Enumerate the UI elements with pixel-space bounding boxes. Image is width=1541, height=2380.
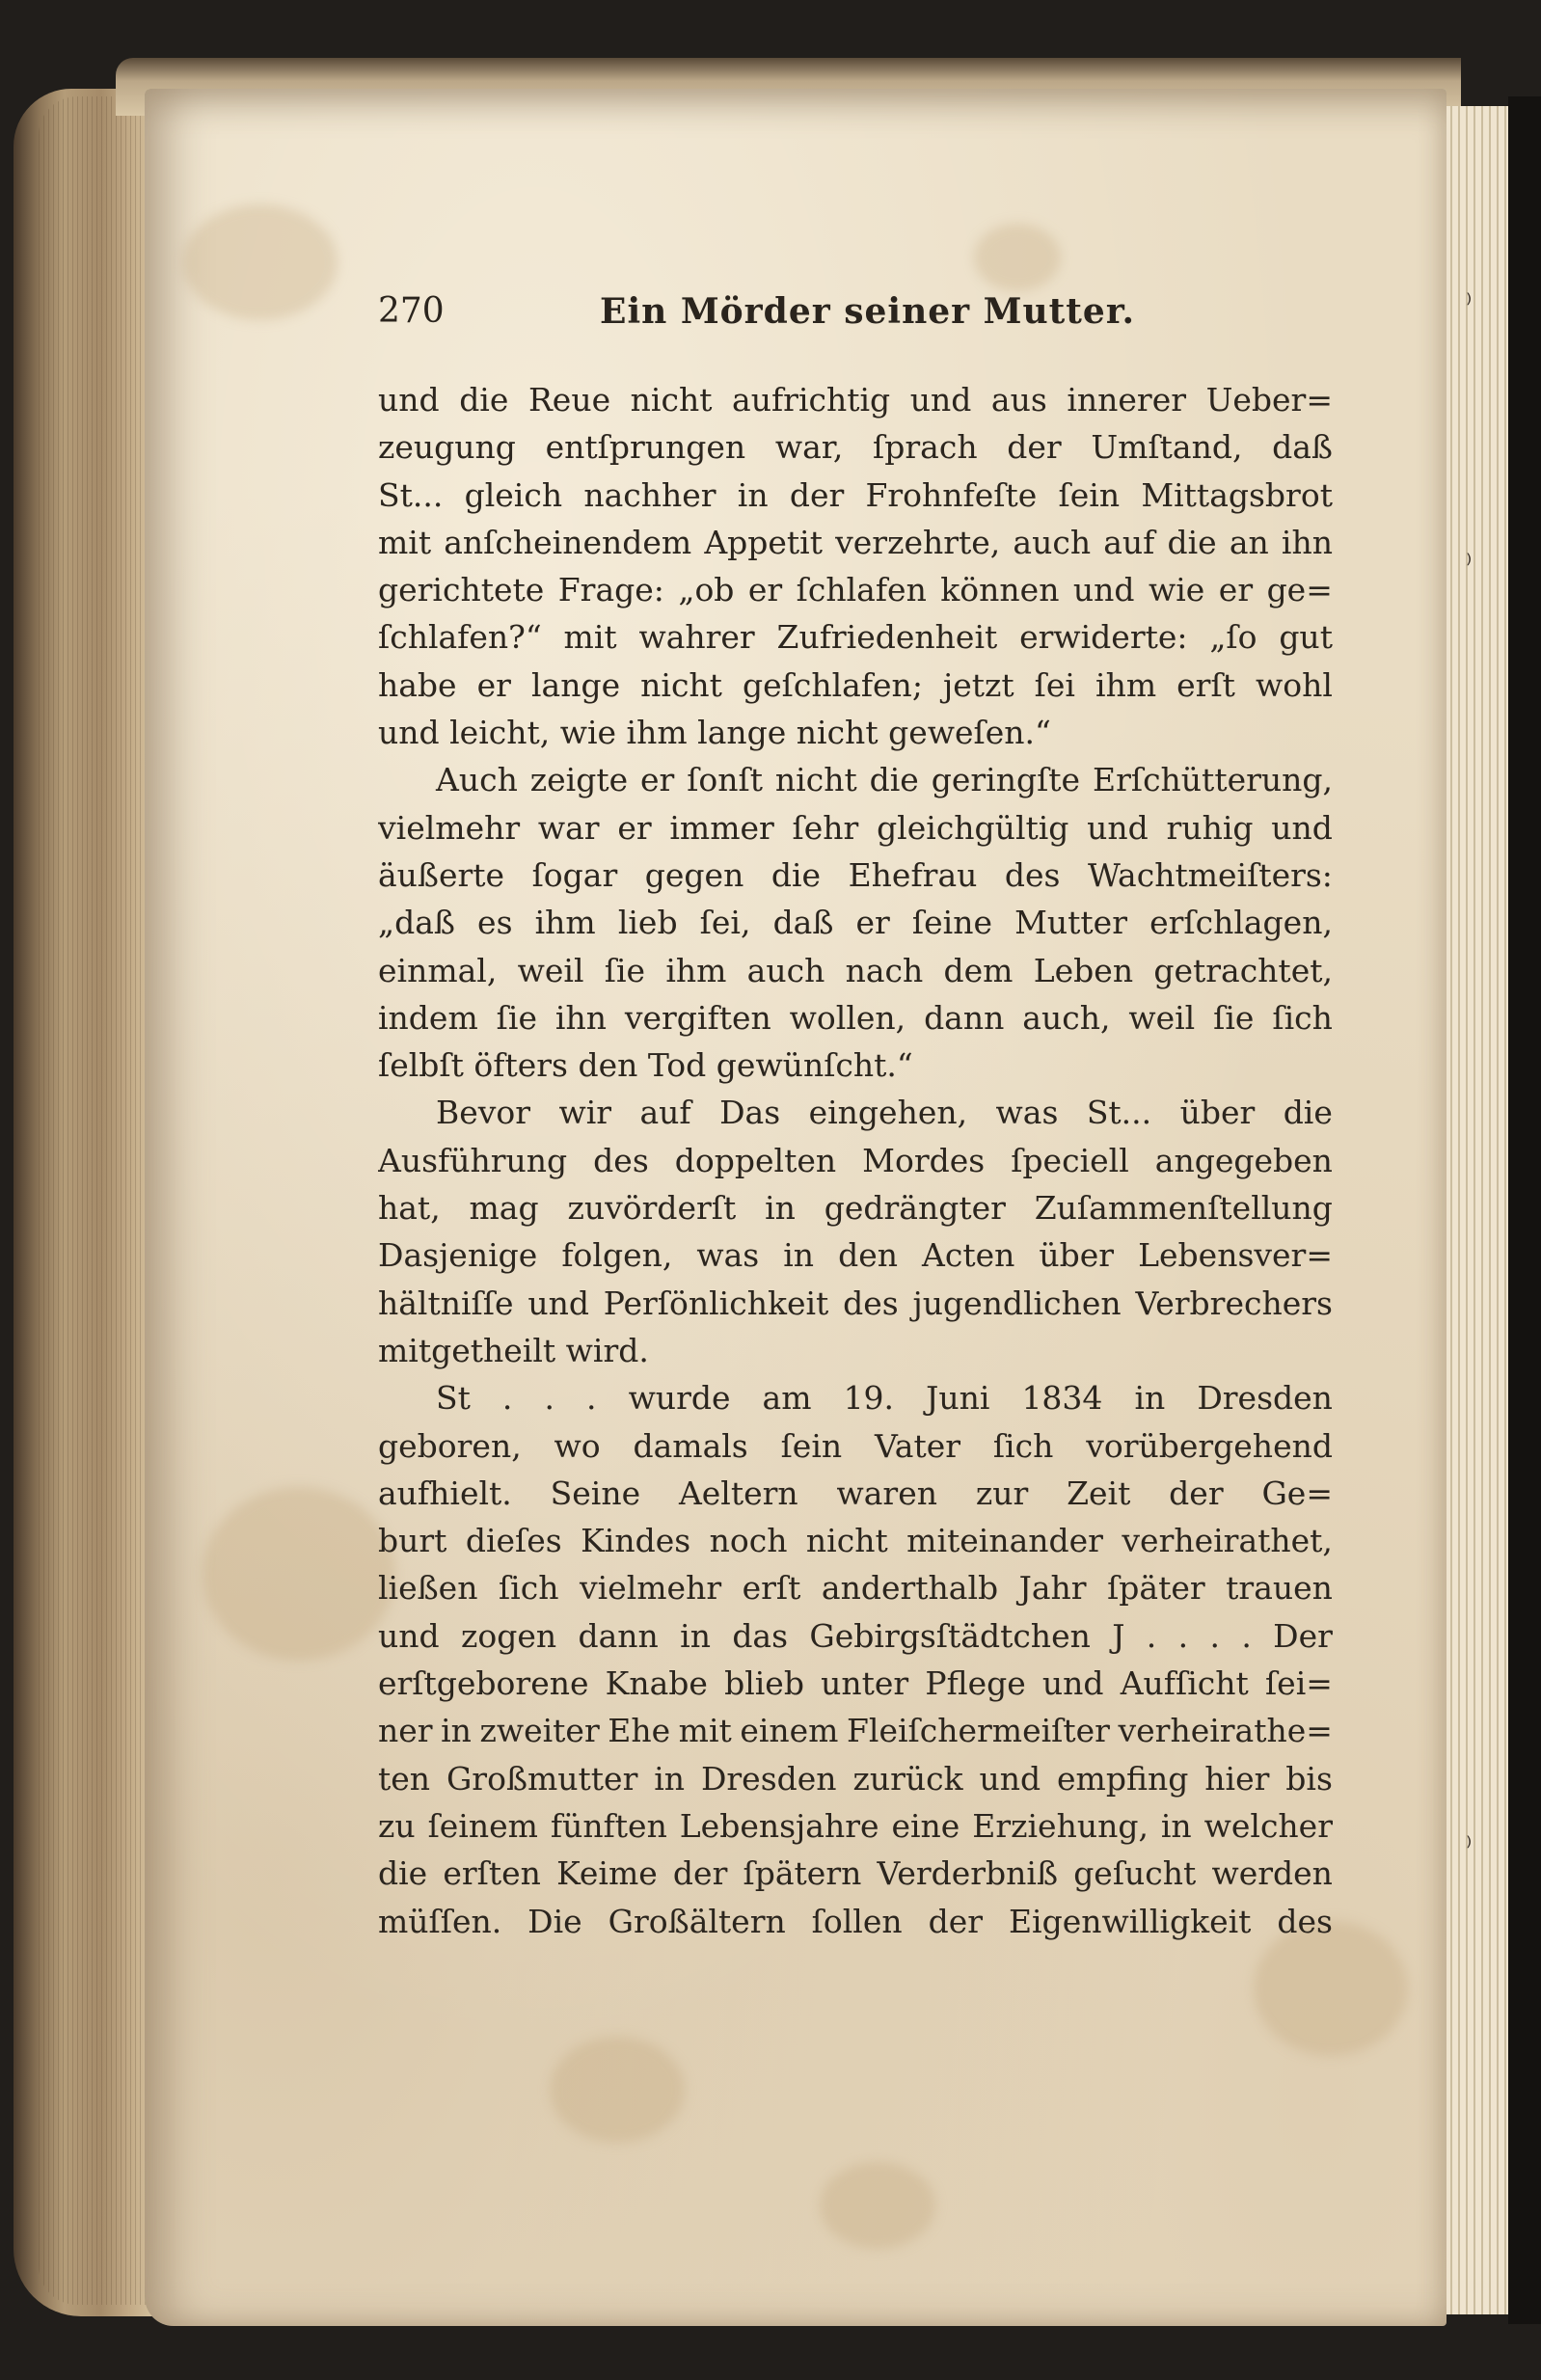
word: erſt bbox=[1176, 665, 1235, 704]
text-line bbox=[378, 1707, 1333, 1754]
word: welcher bbox=[1203, 1806, 1333, 1845]
word: Ausführung bbox=[378, 1141, 568, 1179]
text-line: ſelbſt öfters den Tod gewünſcht.“ bbox=[378, 1046, 913, 1085]
word: noch bbox=[709, 1522, 788, 1560]
word: innerer bbox=[1067, 381, 1187, 419]
word: Dresden bbox=[700, 1759, 837, 1798]
word: er bbox=[855, 904, 890, 942]
word: dann bbox=[578, 1616, 659, 1655]
text-line bbox=[378, 423, 1333, 471]
text-line bbox=[378, 519, 1333, 566]
word: gegen bbox=[644, 855, 744, 894]
text-line bbox=[378, 1374, 1333, 1421]
word: aufhielt. bbox=[378, 1474, 512, 1512]
word: 19. bbox=[843, 1379, 895, 1418]
word: war, bbox=[774, 428, 844, 467]
text-line bbox=[378, 1898, 1333, 1945]
word: Mordes bbox=[862, 1141, 986, 1179]
word: zeugung bbox=[378, 428, 516, 467]
word: in bbox=[737, 475, 769, 514]
word: äußerte bbox=[378, 855, 505, 894]
word: auf bbox=[639, 1094, 691, 1132]
word: ihn bbox=[1281, 523, 1333, 561]
word: Mittagsbrot bbox=[1141, 475, 1333, 514]
word: . bbox=[1177, 1616, 1189, 1655]
word: dem bbox=[943, 951, 1014, 989]
word: Perſönlichkeit bbox=[603, 1284, 829, 1322]
text-line bbox=[378, 566, 1333, 613]
word: Verbrechers bbox=[1135, 1284, 1333, 1322]
word: anſcheinendem bbox=[444, 523, 692, 561]
word: Dasjenige bbox=[378, 1236, 538, 1275]
word: zeigte bbox=[529, 761, 629, 799]
word: weil bbox=[517, 951, 584, 989]
word: wie bbox=[1149, 571, 1205, 609]
word: J bbox=[1112, 1616, 1125, 1655]
word: mit bbox=[563, 618, 617, 657]
word: aus bbox=[990, 381, 1047, 419]
word: zu bbox=[378, 1806, 416, 1845]
word: Großältern bbox=[608, 1902, 786, 1940]
word: können bbox=[940, 571, 1060, 609]
word: bis bbox=[1285, 1759, 1333, 1798]
word: Frohnfeſte bbox=[865, 475, 1038, 514]
word: ſei, bbox=[699, 904, 751, 942]
word: ten bbox=[378, 1759, 431, 1798]
word: der bbox=[1169, 1474, 1224, 1512]
word: was bbox=[696, 1236, 760, 1275]
word: des bbox=[1277, 1902, 1333, 1940]
paper-stain bbox=[183, 204, 338, 320]
word: Der bbox=[1273, 1616, 1333, 1655]
word: fünften bbox=[550, 1806, 667, 1845]
word: getrachtet, bbox=[1153, 951, 1333, 989]
word: er bbox=[617, 808, 652, 847]
word: Juni bbox=[926, 1379, 990, 1418]
word: nicht bbox=[630, 381, 713, 419]
word: und bbox=[1072, 571, 1135, 609]
word: Gebirgsſtädtchen bbox=[809, 1616, 1091, 1655]
word: ihm bbox=[534, 904, 596, 942]
word: Vater bbox=[874, 1426, 961, 1465]
word: und bbox=[909, 381, 972, 419]
running-title: Ein Mörder seiner Mutter. bbox=[600, 291, 1136, 332]
text-line bbox=[378, 1612, 1333, 1660]
word: Ehefrau bbox=[848, 855, 978, 894]
running-head bbox=[378, 291, 1333, 341]
word: vorübergehend bbox=[1086, 1426, 1333, 1465]
word: das bbox=[732, 1616, 789, 1655]
word: der bbox=[789, 475, 845, 514]
word: anderthalb bbox=[821, 1569, 999, 1608]
text-line bbox=[378, 376, 1333, 423]
word: entſprungen bbox=[545, 428, 746, 467]
page-edge-lines bbox=[39, 96, 154, 2305]
word: ſonſt bbox=[687, 761, 764, 799]
word: daß bbox=[1272, 428, 1333, 467]
text-line bbox=[378, 1137, 1333, 1184]
paper-stain bbox=[974, 224, 1061, 291]
word: nach bbox=[845, 951, 924, 989]
word: erſten bbox=[443, 1854, 541, 1893]
word: wurde bbox=[628, 1379, 731, 1418]
word: der bbox=[1007, 428, 1062, 467]
text-line bbox=[378, 1184, 1333, 1231]
word: mit bbox=[378, 523, 432, 561]
word: die bbox=[378, 1854, 428, 1893]
page-number: 270 bbox=[378, 291, 445, 331]
word: ſchlafen?“ bbox=[378, 618, 542, 657]
word: miteinander bbox=[906, 1522, 1103, 1560]
word: mag bbox=[469, 1189, 539, 1228]
word: Lebensjahre bbox=[679, 1806, 879, 1845]
text-line bbox=[378, 1280, 1333, 1327]
word: dann bbox=[924, 998, 1005, 1037]
paper-stain bbox=[550, 2037, 685, 2143]
word: zurück bbox=[852, 1759, 963, 1798]
word: . bbox=[1209, 1616, 1220, 1655]
word: ſie bbox=[604, 951, 646, 989]
word: ſie bbox=[1213, 998, 1255, 1037]
word: mit bbox=[678, 1712, 732, 1750]
word: damals bbox=[633, 1426, 748, 1465]
word: wir bbox=[558, 1094, 612, 1132]
word: gedrängter bbox=[824, 1189, 1006, 1228]
word: Bevor bbox=[436, 1094, 531, 1132]
word: ſein bbox=[780, 1426, 843, 1465]
word: „ſo bbox=[1209, 618, 1257, 657]
word: hat, bbox=[378, 1189, 441, 1228]
text-line bbox=[378, 1850, 1333, 1897]
word: Knabe bbox=[605, 1664, 708, 1703]
word: burt bbox=[378, 1522, 447, 1560]
word: ſpeciell bbox=[1011, 1141, 1129, 1179]
word: jetzt bbox=[942, 665, 1014, 704]
word: 1834 bbox=[1021, 1379, 1103, 1418]
right-shadow bbox=[1508, 96, 1541, 2324]
word: waren bbox=[836, 1474, 937, 1512]
text-line bbox=[378, 472, 1333, 519]
text-line bbox=[378, 1422, 1333, 1470]
margin-mark: ⁾ bbox=[1466, 289, 1473, 318]
text-line bbox=[378, 613, 1333, 661]
word: Aufſicht bbox=[1120, 1664, 1249, 1703]
word: . bbox=[501, 1379, 513, 1418]
word: über bbox=[1179, 1094, 1256, 1132]
word: ſpätern bbox=[743, 1854, 862, 1893]
word: Eigenwilligkeit bbox=[1008, 1902, 1252, 1940]
word: ſollen bbox=[811, 1902, 903, 1940]
word: blieb bbox=[724, 1664, 804, 1703]
word: ſchlafen bbox=[796, 571, 927, 609]
word: es bbox=[477, 904, 513, 942]
text-line: und leicht, wie ihm lange nicht geweſen.“ bbox=[378, 714, 1051, 752]
word: Appetit bbox=[704, 523, 823, 561]
word: Die bbox=[527, 1902, 582, 1940]
word: des bbox=[1004, 855, 1061, 894]
word: und bbox=[378, 1616, 440, 1655]
word: Großmutter bbox=[446, 1759, 638, 1798]
word: ge= bbox=[1266, 571, 1333, 609]
word: zogen bbox=[460, 1616, 557, 1655]
word: weil bbox=[1128, 998, 1196, 1037]
word: eine bbox=[891, 1806, 960, 1845]
word: nicht bbox=[805, 1522, 888, 1560]
word: Zuſammenſtellung bbox=[1034, 1189, 1333, 1228]
word: nicht bbox=[774, 761, 857, 799]
word: die bbox=[1167, 523, 1217, 561]
word: Kindes bbox=[581, 1522, 691, 1560]
word: Dresden bbox=[1197, 1379, 1333, 1418]
word: „daß bbox=[378, 904, 455, 942]
text-line bbox=[378, 756, 1333, 803]
word: in bbox=[765, 1189, 796, 1228]
word: wohl bbox=[1255, 665, 1333, 704]
word: der bbox=[672, 1854, 728, 1893]
word: lange bbox=[530, 665, 621, 704]
word: ſprach bbox=[873, 428, 978, 467]
text-line bbox=[378, 852, 1333, 899]
word: auch, bbox=[1022, 998, 1111, 1037]
word: ihm bbox=[1095, 665, 1157, 704]
word: ner bbox=[378, 1712, 433, 1750]
word: er bbox=[476, 665, 511, 704]
word: Fleiſchermeiſter bbox=[847, 1712, 1110, 1750]
word: der bbox=[928, 1902, 984, 1940]
word: was bbox=[995, 1094, 1059, 1132]
word: in bbox=[1134, 1379, 1166, 1418]
word: . bbox=[544, 1379, 554, 1418]
word: verheirathe= bbox=[1118, 1712, 1333, 1750]
word: ſie bbox=[496, 998, 537, 1037]
word: Pflege bbox=[925, 1664, 1026, 1703]
text-line bbox=[378, 1231, 1333, 1279]
word: ſeine bbox=[911, 904, 992, 942]
text-line bbox=[378, 994, 1333, 1041]
word: Acten bbox=[922, 1236, 1015, 1275]
word: trauen bbox=[1226, 1569, 1333, 1608]
word: Auch bbox=[436, 761, 518, 799]
word: immer bbox=[669, 808, 774, 847]
word: Keime bbox=[556, 1854, 658, 1893]
word: des bbox=[843, 1284, 899, 1322]
word: und bbox=[527, 1284, 589, 1322]
word: geſucht bbox=[1073, 1854, 1197, 1893]
text-line bbox=[378, 662, 1333, 709]
word: lieb bbox=[617, 904, 678, 942]
word: geboren, bbox=[378, 1426, 522, 1465]
paper-stain bbox=[820, 2162, 935, 2249]
word: wo bbox=[554, 1426, 601, 1465]
word: ſich bbox=[992, 1426, 1054, 1465]
word: gleich bbox=[464, 475, 563, 514]
word: gerichtete bbox=[378, 571, 545, 609]
right-page-stack bbox=[1437, 106, 1512, 2314]
word: wahrer bbox=[638, 618, 755, 657]
word: erſt bbox=[742, 1569, 801, 1608]
text-line bbox=[378, 947, 1333, 994]
word: ſei= bbox=[1264, 1664, 1333, 1703]
text-line bbox=[378, 1755, 1333, 1802]
word: Leben bbox=[1033, 951, 1134, 989]
word: den bbox=[838, 1236, 898, 1275]
word: Umſtand, bbox=[1091, 428, 1243, 467]
word: zuvörderſt bbox=[567, 1189, 737, 1228]
word: einmal, bbox=[378, 951, 498, 989]
paper-stain bbox=[203, 1487, 395, 1661]
word: . bbox=[586, 1379, 597, 1418]
word: ſehr bbox=[792, 808, 859, 847]
word: . bbox=[1146, 1616, 1157, 1655]
word: vergiften bbox=[624, 998, 771, 1037]
word: gut bbox=[1279, 618, 1333, 657]
word: verzehrte, bbox=[835, 523, 1001, 561]
word: jugendlichen bbox=[912, 1284, 1122, 1322]
word: Ge= bbox=[1261, 1474, 1333, 1512]
word: die bbox=[869, 761, 919, 799]
word: ließen bbox=[378, 1569, 478, 1608]
word: und bbox=[1271, 808, 1333, 847]
word: am bbox=[762, 1379, 812, 1418]
word: Zeit bbox=[1067, 1474, 1131, 1512]
word: ſogar bbox=[531, 855, 618, 894]
text-line bbox=[378, 1802, 1333, 1850]
word: Seine bbox=[550, 1474, 641, 1512]
word: Zufriedenheit bbox=[776, 618, 998, 657]
word: und bbox=[378, 381, 440, 419]
word: erwiderte: bbox=[1019, 618, 1188, 657]
word: geringſte bbox=[931, 761, 1081, 799]
word: zur bbox=[975, 1474, 1029, 1512]
word: nicht bbox=[640, 665, 722, 704]
word: die bbox=[1283, 1094, 1333, 1132]
word: ſein bbox=[1058, 475, 1121, 514]
word: daß bbox=[772, 904, 834, 942]
word: er bbox=[747, 571, 783, 609]
word: Frage: bbox=[557, 571, 664, 609]
text-line bbox=[378, 804, 1333, 852]
word: Lebensver= bbox=[1138, 1236, 1333, 1275]
word: dieſes bbox=[465, 1522, 562, 1560]
word: erſtgeborene bbox=[378, 1664, 589, 1703]
word: auch bbox=[746, 951, 825, 989]
word: eingehen, bbox=[808, 1094, 968, 1132]
word: gleichgültig bbox=[877, 808, 1069, 847]
word: aufrichtig bbox=[732, 381, 891, 419]
text-line bbox=[378, 1564, 1333, 1611]
word: St... bbox=[1086, 1094, 1152, 1132]
word: unter bbox=[821, 1664, 909, 1703]
word: vielmehr bbox=[579, 1569, 722, 1608]
word: ihm bbox=[665, 951, 727, 989]
margin-mark: ⁾ bbox=[1466, 550, 1473, 579]
word: war bbox=[537, 808, 600, 847]
word: und bbox=[979, 1759, 1041, 1798]
word: ſei bbox=[1034, 665, 1075, 704]
word: erſchlagen, bbox=[1149, 904, 1333, 942]
word: indem bbox=[378, 998, 478, 1037]
word: einem bbox=[740, 1712, 839, 1750]
text-line: mitgetheilt wird. bbox=[378, 1331, 649, 1369]
word: ſich bbox=[1272, 998, 1333, 1037]
word: Reue bbox=[527, 381, 611, 419]
text-line bbox=[378, 1089, 1333, 1136]
word: in bbox=[783, 1236, 815, 1275]
word: ihn bbox=[554, 998, 607, 1037]
word: über bbox=[1039, 1236, 1115, 1275]
margin-mark: ⁾ bbox=[1466, 1832, 1473, 1861]
word: St bbox=[436, 1379, 471, 1418]
word: des bbox=[593, 1141, 649, 1179]
word: müſſen. bbox=[378, 1902, 502, 1940]
word: nachher bbox=[583, 475, 716, 514]
word: doppelten bbox=[674, 1141, 837, 1179]
word: in bbox=[441, 1712, 472, 1750]
word: werden bbox=[1211, 1854, 1333, 1893]
word: hier bbox=[1204, 1759, 1270, 1798]
text-line bbox=[378, 1660, 1333, 1707]
word: Aeltern bbox=[678, 1474, 798, 1512]
word: Ueber= bbox=[1205, 381, 1333, 419]
word: und bbox=[1041, 1664, 1104, 1703]
word: auch bbox=[1013, 523, 1092, 561]
word: auf bbox=[1103, 523, 1155, 561]
word: „ob bbox=[678, 571, 735, 609]
word: St... bbox=[378, 475, 444, 514]
word: die bbox=[459, 381, 509, 419]
word: Wachtmeiſters: bbox=[1088, 855, 1333, 894]
word: Verderbniß bbox=[877, 1854, 1059, 1893]
word: und bbox=[1087, 808, 1149, 847]
word: die bbox=[770, 855, 822, 894]
word: vielmehr bbox=[378, 808, 521, 847]
word: ſpäter bbox=[1107, 1569, 1205, 1608]
word: ſeinem bbox=[427, 1806, 538, 1845]
word: er bbox=[1218, 571, 1254, 609]
word: hältniſſe bbox=[378, 1284, 514, 1322]
word: in bbox=[1160, 1806, 1192, 1845]
text-line bbox=[378, 899, 1333, 946]
body-text bbox=[378, 376, 1333, 1945]
word: geſchlafen; bbox=[742, 665, 923, 704]
text-line bbox=[378, 1517, 1333, 1564]
word: Das bbox=[719, 1094, 781, 1132]
word: er bbox=[640, 761, 675, 799]
word: . bbox=[1241, 1616, 1252, 1655]
word: an bbox=[1229, 523, 1269, 561]
word: Mutter bbox=[1014, 904, 1127, 942]
word: zweiter bbox=[479, 1712, 600, 1750]
word: in bbox=[680, 1616, 711, 1655]
word: habe bbox=[378, 665, 457, 704]
word: angegeben bbox=[1154, 1141, 1333, 1179]
word: empfing bbox=[1057, 1759, 1189, 1798]
text-line bbox=[378, 1470, 1333, 1517]
word: ruhig bbox=[1166, 808, 1254, 847]
word: Ehe bbox=[608, 1712, 671, 1750]
word: ſich bbox=[498, 1569, 559, 1608]
word: folgen, bbox=[561, 1236, 673, 1275]
word: Erziehung, bbox=[972, 1806, 1149, 1845]
word: Erſchütterung, bbox=[1092, 761, 1333, 799]
word: wollen, bbox=[789, 998, 906, 1037]
word: in bbox=[654, 1759, 686, 1798]
word: Jahr bbox=[1018, 1569, 1087, 1608]
word: verheirathet, bbox=[1122, 1522, 1333, 1560]
